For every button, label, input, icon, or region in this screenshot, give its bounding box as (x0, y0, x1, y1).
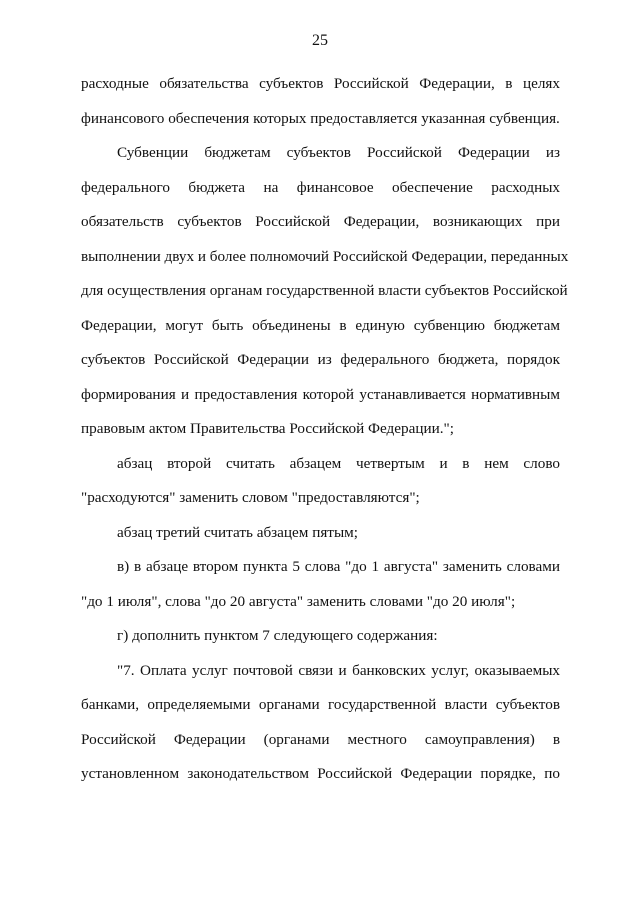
text-line: "7. Оплата услуг почтовой связи и банковских услуг, оказываемых (117, 662, 560, 679)
text-line: субъектов Российской Федерации из федерального бюджета, порядок (81, 351, 560, 368)
text-line: банками, определяемыми органами государственной власти субъектов (81, 696, 560, 713)
page-number: 25 (312, 32, 328, 49)
text-line: "расходуются" заменить словом "предоставляются"; (81, 489, 420, 506)
text-line: "до 1 июля", слова "до 20 августа" заменить словами "до 20 июля"; (81, 593, 516, 610)
text-line: финансового обеспечения которых предоставляется указанная субвенция. (81, 110, 560, 127)
text-line: формирования и предоставления которой устанавливается нормативным (81, 386, 560, 403)
text-line: Федерации, могут быть объединены в единую субвенцию бюджетам (81, 317, 560, 334)
text-line: обязательств субъектов Российской Федерации, возникающих при (81, 213, 560, 230)
text-line: г) дополнить пунктом 7 следующего содержания: (117, 627, 438, 644)
text-line: расходные обязательства субъектов Российской Федерации, в целях (81, 75, 560, 92)
text-line: абзац второй считать абзацем четвертым и в нем слово (117, 455, 560, 472)
text-line: абзац третий считать абзацем пятым; (117, 524, 358, 541)
text-line: правовым актом Правительства Российской Федерации."; (81, 420, 454, 437)
text-line: федерального бюджета на финансовое обеспечение расходных (81, 179, 560, 196)
text-line: Российской Федерации (органами местного самоуправления) в (81, 731, 560, 748)
text-line: для осуществления органам государственной власти субъектов Российской (81, 282, 568, 299)
text-line: выполнении двух и более полномочий Российской Федерации, переданных (81, 248, 569, 265)
text-line: в) в абзаце втором пункта 5 слова "до 1 августа" заменить словами (117, 558, 560, 575)
text-line: Субвенции бюджетам субъектов Российской Федерации из (117, 144, 560, 161)
text-line: установленном законодательством Российской Федерации порядке, по (81, 765, 560, 782)
